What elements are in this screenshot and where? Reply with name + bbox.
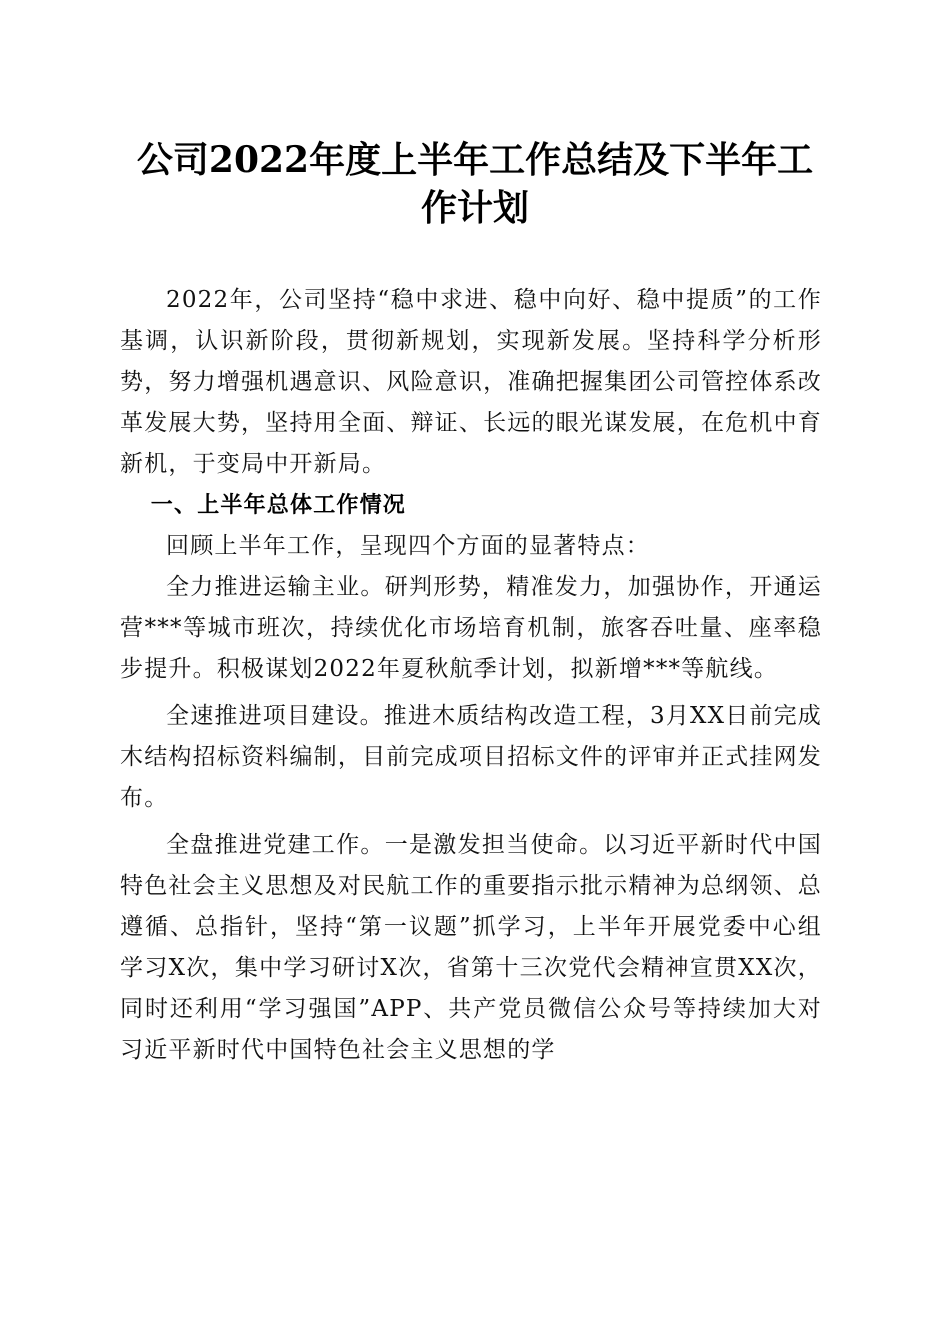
- transport-paragraph: 全力推进运输主业。研判形势，精准发力，加强协作，开通运营***等城市班次，持续优化市场培育机制，旅客吞吐量、座率稳步提升。积极谋划2022年夏秋航季计划，拟新增***等航线。: [120, 574, 822, 682]
- project-paragraph: 全速推进项目建设。推进木质结构改造工程，3月XX日前完成木结构招标资料编制，目前完成项目招标文件的评审并正式挂网发布。: [120, 703, 822, 811]
- section-lead-paragraph: 回顾上半年工作，呈现四个方面的显著特点：: [166, 533, 650, 559]
- party-building-paragraph: 全盘推进党建工作。一是激发担当使命。以习近平新时代中国特色社会主义思想及对民航工作的重要指示批示精神为总纲领、总遵循、总指针，坚持“第一议题”抓学习，上半年开展党委中心组学习X次，集中学习研讨X次，省第十三次党代会精神宣贯XX次，同时还利用“学习强国”APP、共产党员微信公众号等持续加大对习近平新时代中国特色社会主义思想的学: [120, 832, 822, 1063]
- document-body: [120, 280, 822, 1071]
- section-heading: 一、上半年总体工作情况: [150, 493, 406, 518]
- document-title: 公司2022年度上半年工作总结及下半年工作计划: [136, 139, 814, 229]
- intro-paragraph: 2022年，公司坚持“稳中求进、稳中向好、稳中提质”的工作基调，认识新阶段，贯彻新规划，实现新发展。坚持科学分析形势，努力增强机遇意识、风险意识，准确把握集团公司管控体系改革发展大势，坚持用全面、辩证、长远的眼光谋发展，在危机中育新机，于变局中开新局。: [120, 287, 822, 477]
